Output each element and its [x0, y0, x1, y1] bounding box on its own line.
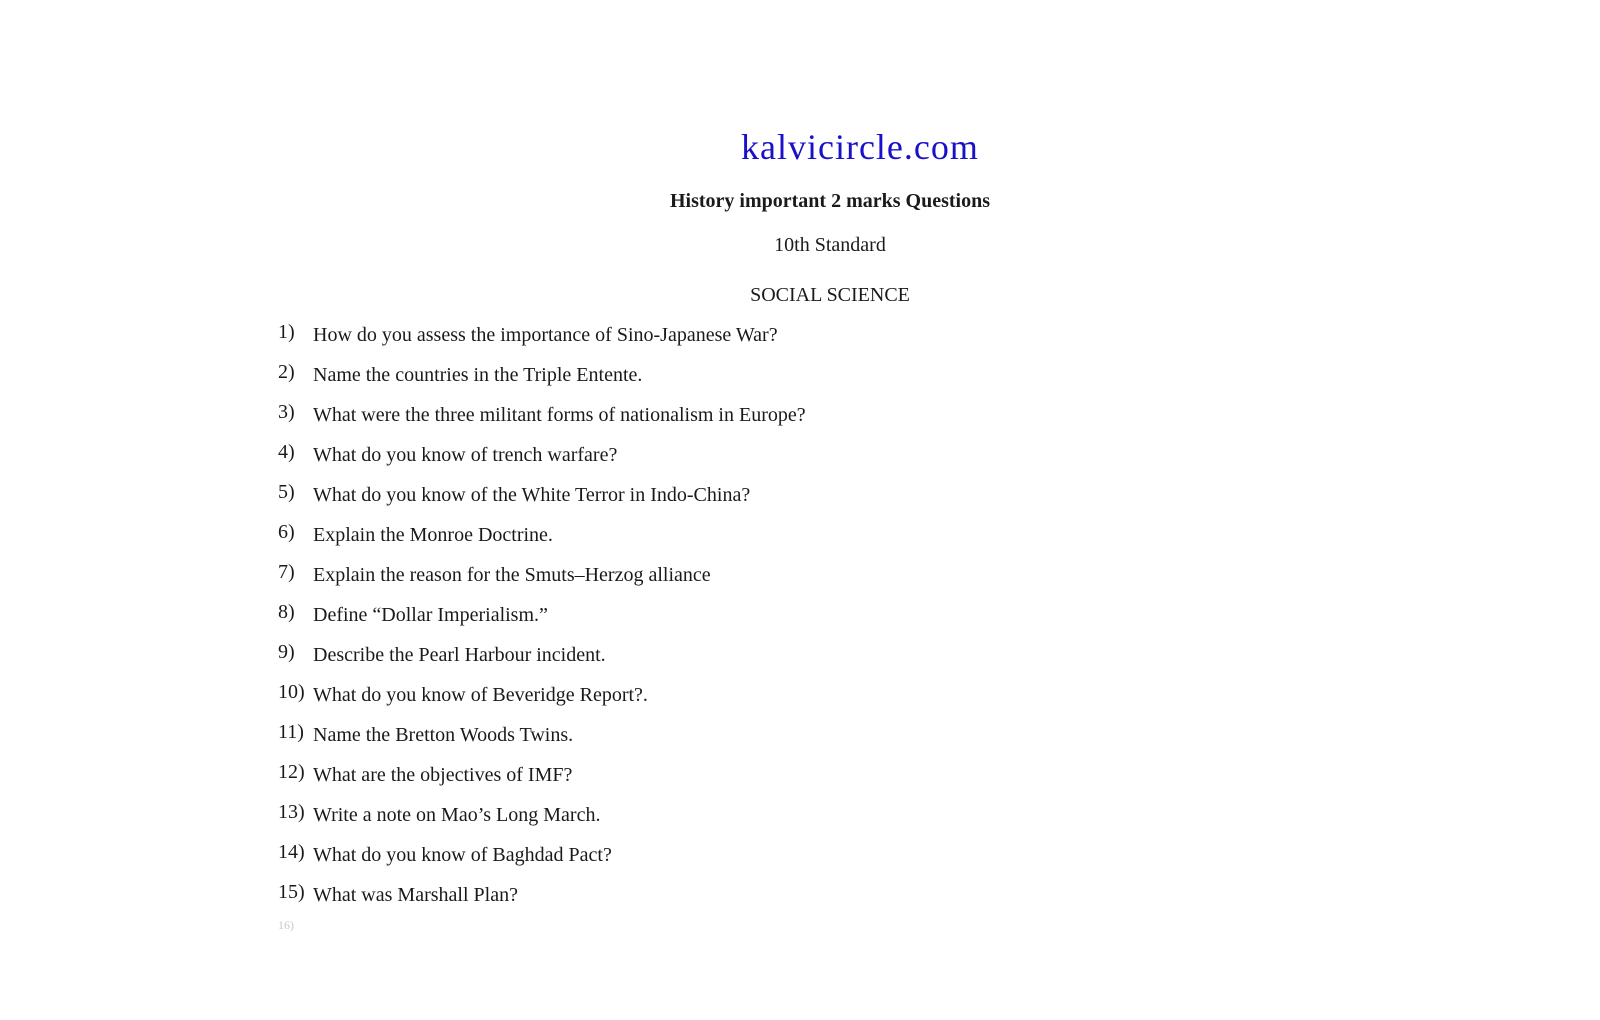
question-text: What are the objectives of IMF? — [313, 764, 573, 786]
question-number: 3) — [278, 401, 295, 423]
question-text: Write a note on Mao’s Long March. — [313, 804, 601, 826]
question-text: What were the three militant forms of nationalism in Europe? — [313, 404, 806, 426]
question-text: Explain the Monroe Doctrine. — [313, 524, 553, 546]
question-number: 10) — [278, 681, 305, 703]
cut-off-question-number: 16) — [278, 918, 294, 932]
question-text: What do you know of Beveridge Report?. — [313, 684, 648, 706]
question-number: 9) — [278, 641, 295, 663]
question-text: How do you assess the importance of Sino-Japanese War? — [313, 324, 778, 346]
question-text: What do you know of trench warfare? — [313, 444, 618, 466]
question-number: 8) — [278, 601, 295, 623]
document-title: History important 2 marks Questions — [670, 190, 990, 212]
question-number: 2) — [278, 361, 295, 383]
question-number: 5) — [278, 481, 295, 503]
standard-label: 10th Standard — [774, 234, 886, 256]
question-number: 1) — [278, 321, 295, 343]
question-text: Describe the Pearl Harbour incident. — [313, 644, 606, 666]
question-number: 4) — [278, 441, 295, 463]
question-text: What do you know of the White Terror in Indo-China? — [313, 484, 751, 506]
question-text: What do you know of Baghdad Pact? — [313, 844, 612, 866]
question-number: 6) — [278, 521, 295, 543]
question-text: What was Marshall Plan? — [313, 884, 518, 906]
site-title[interactable]: kalvicircle.com — [741, 127, 979, 167]
question-number: 11) — [278, 721, 304, 743]
question-text: Name the Bretton Woods Twins. — [313, 724, 574, 746]
question-number: 15) — [278, 881, 305, 903]
question-number: 7) — [278, 561, 295, 583]
question-number: 12) — [278, 761, 305, 783]
subject-label: SOCIAL SCIENCE — [750, 284, 910, 306]
question-text: Name the countries in the Triple Entente. — [313, 364, 643, 386]
question-number: 14) — [278, 841, 305, 863]
question-number: 13) — [278, 801, 305, 823]
question-text: Define “Dollar Imperialism.” — [313, 604, 548, 626]
question-text: Explain the reason for the Smuts–Herzog alliance — [313, 564, 711, 586]
